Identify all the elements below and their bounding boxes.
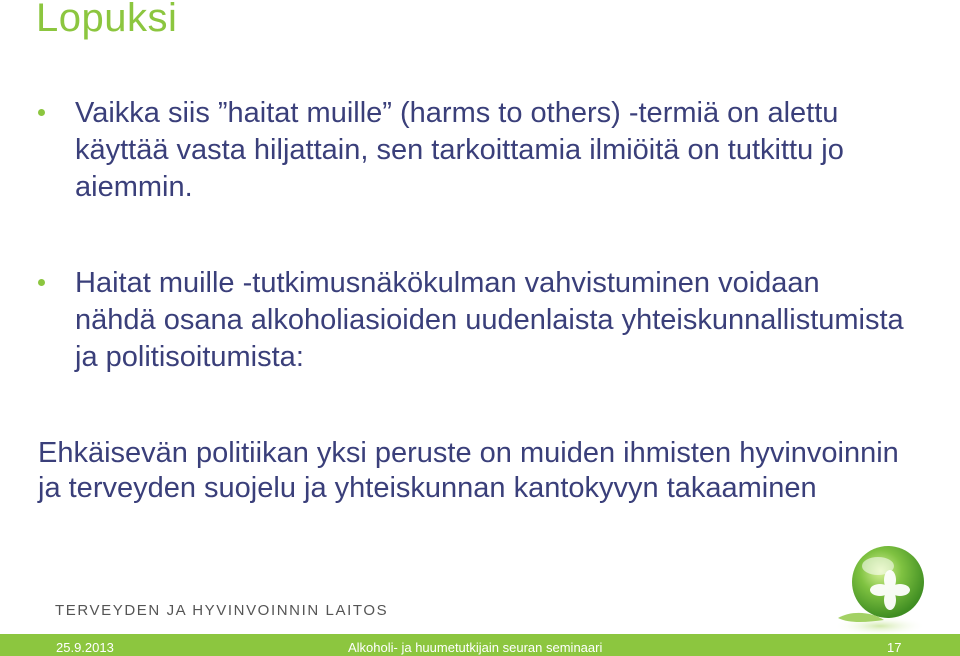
bullet-text: Vaikka siis ”haitat muille” (harms to others) -termiä on alettu käyttää vasta hiljattain, sen tarkoittamia ilmiöitä on tutkittu jo aiemmin. [75,97,844,203]
bullet-dot-icon [38,279,45,286]
organization-name: TERVEYDEN JA HYVINVOINNIN LAITOS [55,602,389,619]
page-number: 17 [887,640,902,655]
footer-bar [0,634,960,656]
conclusion-paragraph: Ehkäisevän politiikan yksi peruste on muiden ihmisten hyvinvoinnin ja terveyden suojelu ja yhteiskunnan kantokyvyn takaaminen [38,437,899,504]
slide-title: Lopuksi [36,0,178,40]
bullet-text: Haitat muille -tutkimusnäkökulman vahvistuminen voidaan nähdä osana alkoholiasioiden uudenlaista yhteiskunnallistumista ja politisoitumista: [75,267,904,373]
bullet-dot-icon [38,109,45,116]
footer-date: 25.9.2013 [56,640,114,655]
footer-event: Alkoholi- ja huumetutkijain seuran seminaari [348,640,603,655]
green-sphere-leaf-logo-icon [832,540,936,640]
